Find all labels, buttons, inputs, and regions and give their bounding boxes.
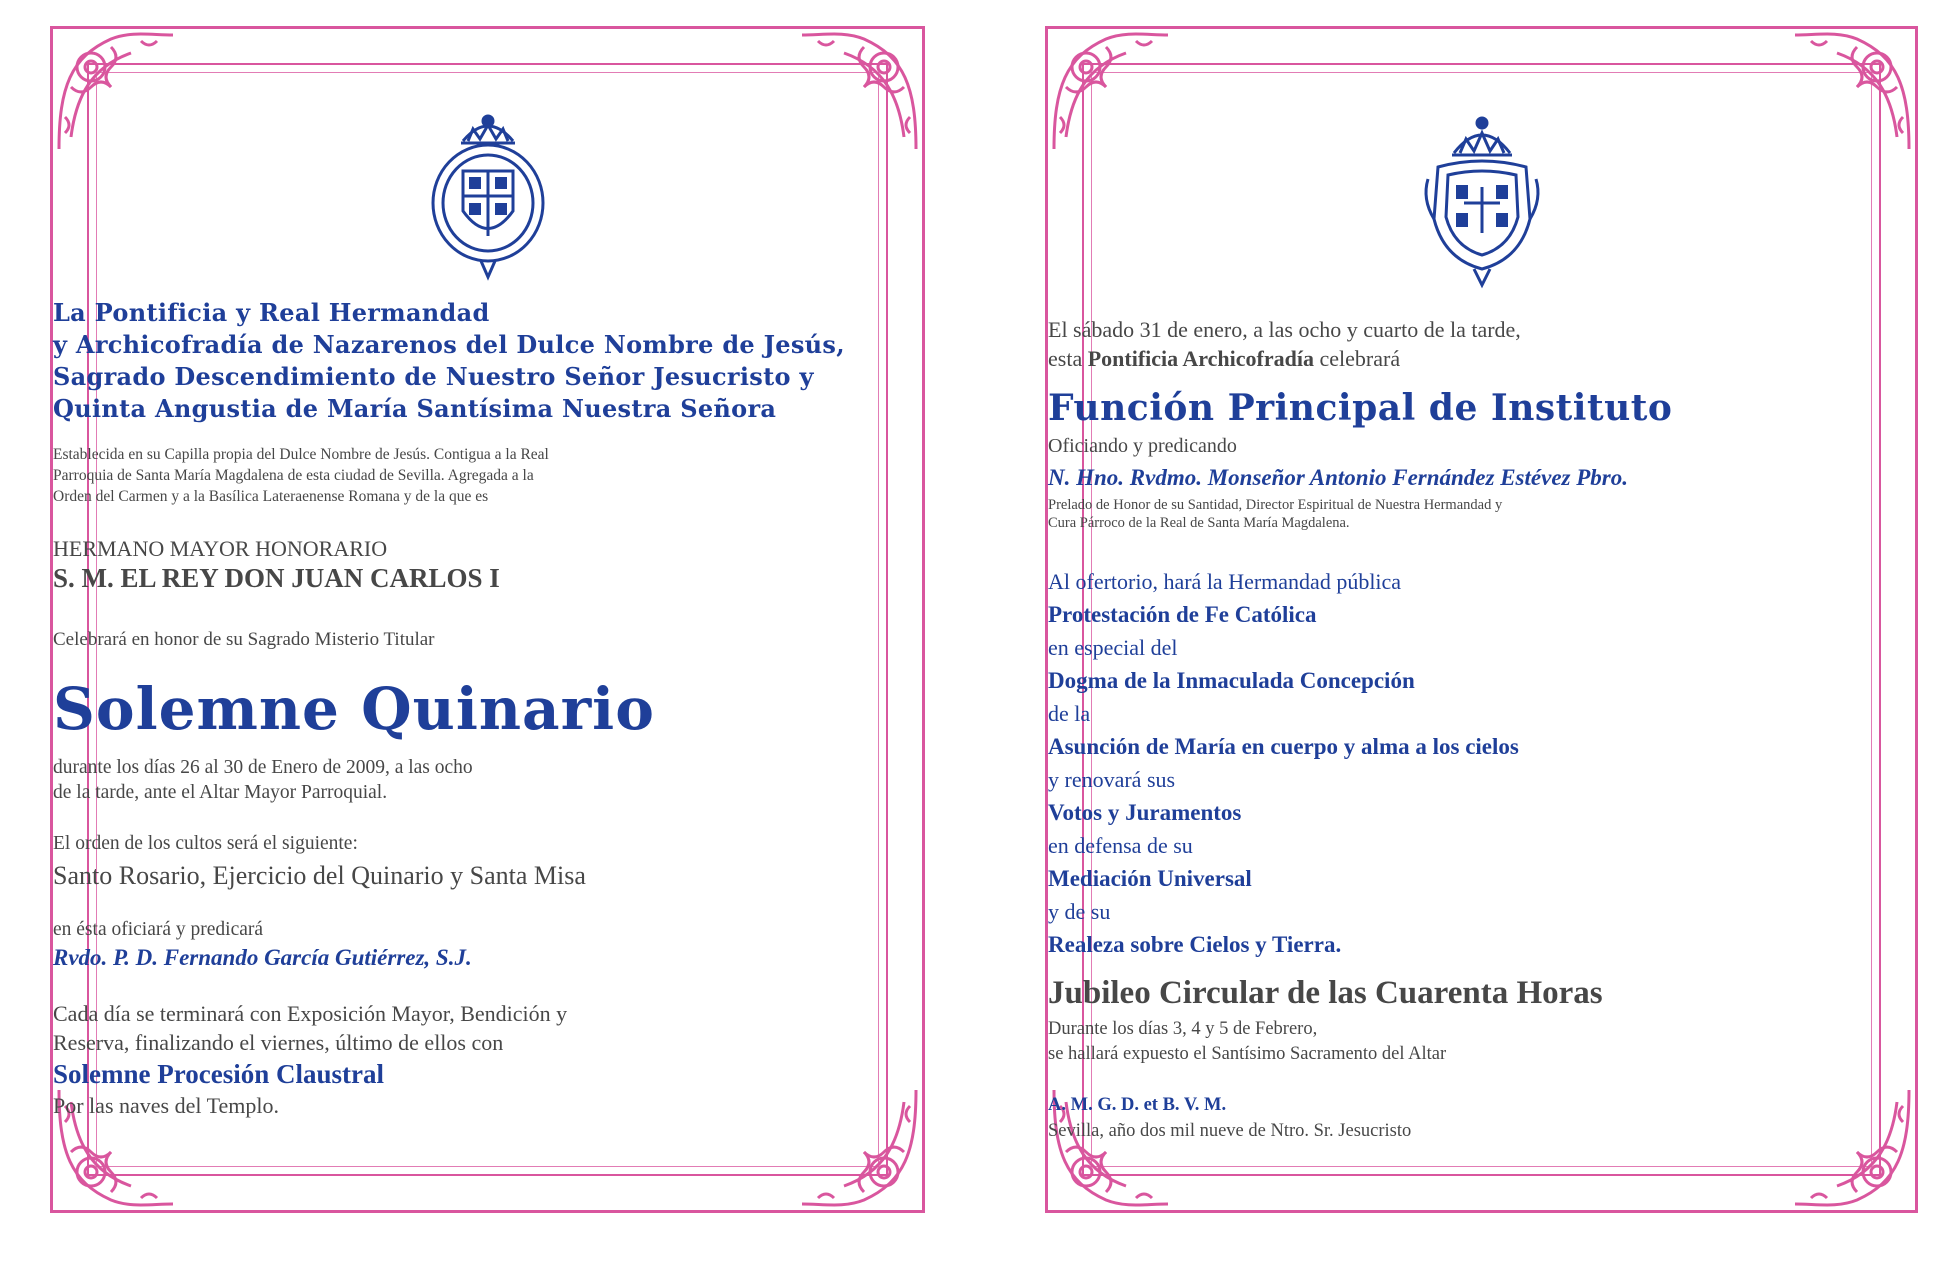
profession-title: Votos y Juramentos xyxy=(1048,800,1242,825)
function-heading: Función Principal de Instituto xyxy=(1048,387,1673,429)
brotherhood-line: Sagrado Descendimiento de Nuestro Señor Jesucristo y xyxy=(53,362,814,391)
profession-title: Asunción de María en cuerpo y alma a los cielos xyxy=(1048,734,1519,759)
profession-connector: en defensa de su xyxy=(1048,833,1193,858)
brotherhood-name xyxy=(53,297,922,425)
officiant-title-line: Cura Párroco de la Real de Santa María Magdalena. xyxy=(1048,515,1350,531)
order-intro: El orden de los cultos será el siguiente: xyxy=(53,833,358,854)
establishment-line: Establecida en su Capilla propia del Dulce Nombre de Jesús. Contigua a la Real xyxy=(53,446,549,463)
profession-connector: Al ofertorio, hará la Hermandad pública xyxy=(1048,569,1402,594)
order-of-worship: Santo Rosario, Ejercicio del Quinario y Santa Misa xyxy=(53,861,586,890)
celebrara-text: Celebrará en honor de su Sagrado Misterio Titular xyxy=(53,629,435,650)
profession-connector: y renovará sus xyxy=(1048,767,1176,792)
dates-line: de la tarde, ante el Altar Mayor Parroquial. xyxy=(53,782,388,803)
archicofradia-name: Pontificia Archicofradía xyxy=(1087,346,1314,371)
corner-ornament-icon xyxy=(794,27,924,157)
closing-line: Cada día se terminará con Exposición Mayor, Bendición y xyxy=(53,1001,568,1026)
corner-ornament-icon xyxy=(1046,27,1176,157)
procession-title: Solemne Procesión Claustral xyxy=(53,1059,384,1089)
right-invitation-panel xyxy=(1045,26,1918,1213)
officiant-titles xyxy=(1048,496,1915,532)
profession-connector: de la xyxy=(1048,701,1091,726)
honorary-title: HERMANO MAYOR HONORARIO xyxy=(53,536,388,561)
officiant-title-line: Prelado de Honor de su Santidad, Director Espiritual de Nuestra Hermandad y xyxy=(1048,497,1503,513)
function-date-text xyxy=(1048,315,1915,373)
profession-title: Dogma de la Inmaculada Concepción xyxy=(1048,668,1415,693)
corner-ornament-icon xyxy=(51,27,181,157)
dates-line: durante los días 26 al 30 de Enero de 2009, a las ocho xyxy=(53,757,473,778)
profession-of-faith-list xyxy=(1048,565,1915,961)
brotherhood-line: Quinta Angustia de María Santísima Nuestra Señora xyxy=(53,394,777,423)
profession-title: Protestación de Fe Católica xyxy=(1048,602,1317,627)
profession-connector: en especial del xyxy=(1048,635,1178,660)
closing-text xyxy=(53,999,922,1057)
profession-title: Mediación Universal xyxy=(1048,866,1252,891)
motto: A. M. G. D. et B. V. M. xyxy=(1048,1095,1227,1115)
jubilee-heading: Jubileo Circular de las Cuarenta Horas xyxy=(1048,975,1603,1011)
jubilee-details xyxy=(1048,1017,1915,1067)
jubilee-line: Durante los días 3, 4 y 5 de Febrero, xyxy=(1048,1019,1318,1039)
establishment-line: Parroquia de Santa María Magdalena de esta ciudad de Sevilla. Agregada a la xyxy=(53,467,534,484)
brotherhood-line: La Pontificia y Real Hermandad xyxy=(53,298,490,327)
left-invitation-panel xyxy=(50,26,925,1213)
corner-ornament-icon xyxy=(1787,27,1917,157)
preacher-name: Rvdo. P. D. Fernando García Gutiérrez, S.J. xyxy=(53,945,472,970)
officiant-name: N. Hno. Rvdmo. Monseñor Antonio Fernández Estévez Pbro. xyxy=(1048,465,1628,490)
function-date-line xyxy=(1048,344,1915,373)
text-fragment: esta xyxy=(1048,346,1088,371)
closing-line: Reserva, finalizando el viernes, último de ellos con xyxy=(53,1030,504,1055)
procession-route: Por las naves del Templo. xyxy=(53,1093,279,1118)
quinario-heading: Solemne Quinario xyxy=(53,675,655,743)
establishment-note xyxy=(53,444,922,507)
profession-title: Realeza sobre Cielos y Tierra. xyxy=(1048,932,1342,957)
text-fragment: celebrará xyxy=(1314,346,1401,371)
closing-date: Sevilla, año dos mil nueve de Ntro. Sr. Jesucristo xyxy=(1048,1121,1412,1141)
crest-icon xyxy=(423,111,553,281)
function-date-line: El sábado 31 de enero, a las ocho y cuarto de la tarde, xyxy=(1048,317,1521,342)
profession-connector: y de su xyxy=(1048,899,1111,924)
dates-text xyxy=(53,755,922,805)
preacher-intro: en ésta oficiará y predicará xyxy=(53,919,264,940)
officiant-intro: Oficiando y predicando xyxy=(1048,435,1237,457)
establishment-line: Orden del Carmen y a la Basílica Lateraenense Romana y de la que es xyxy=(53,488,489,505)
king-name: S. M. EL REY DON JUAN CARLOS I xyxy=(53,563,500,593)
brotherhood-line: y Archicofradía de Nazarenos del Dulce Nombre de Jesús, xyxy=(53,330,845,359)
crest-icon xyxy=(1420,109,1544,289)
jubilee-line: se hallará expuesto el Santísimo Sacramento del Altar xyxy=(1048,1044,1447,1064)
